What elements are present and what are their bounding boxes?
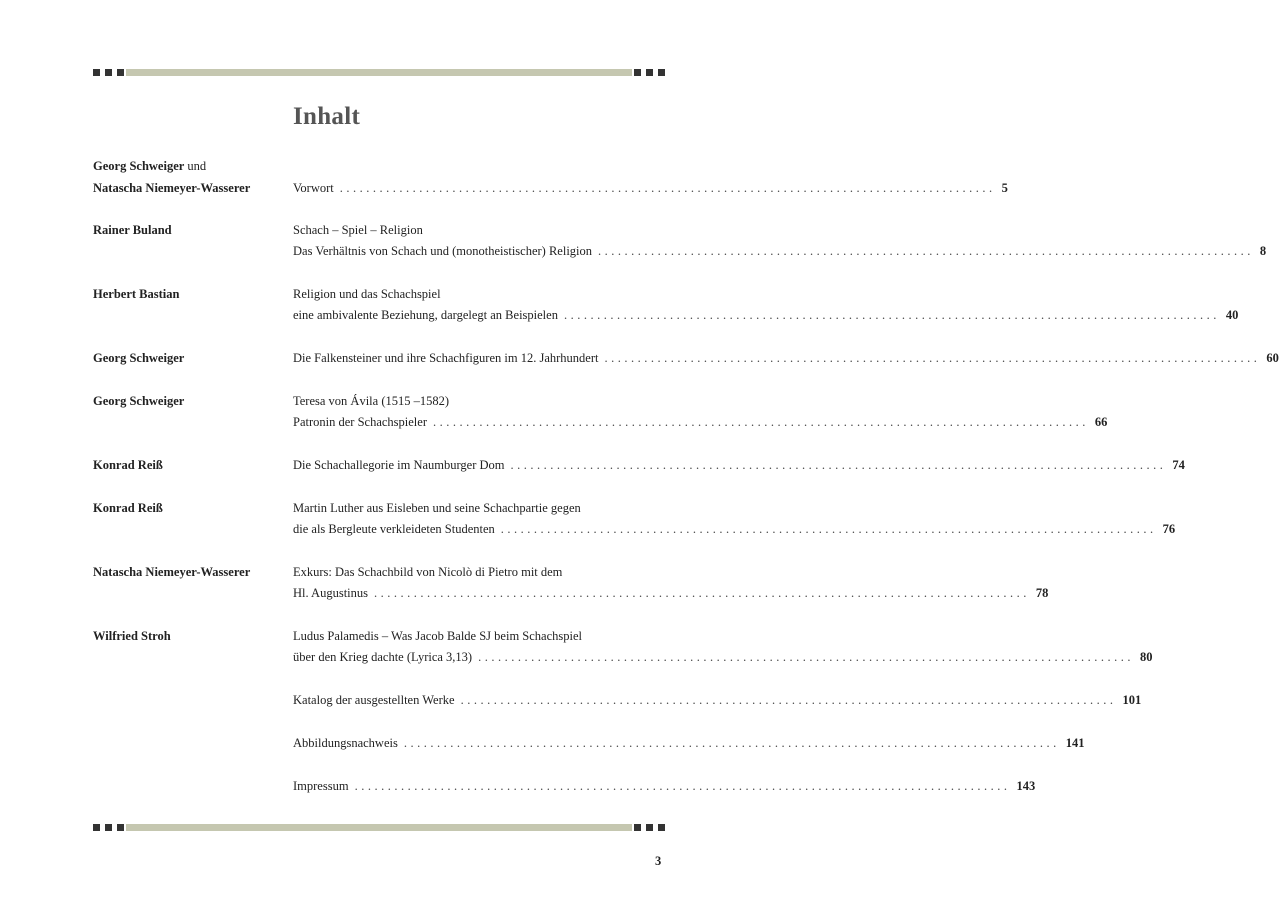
toc-entry-line[interactable] [293,286,664,302]
toc-entry-line[interactable] [293,393,664,409]
author-name: Georg Schweiger [93,351,185,365]
toc-entry-line[interactable] [293,500,664,516]
toc-entry-title: Teresa von Ávila (1515 –1582) [293,394,450,408]
rule-square [658,824,665,831]
toc-page-number: 141 [1065,736,1085,750]
author-name: Konrad Reiß [93,458,163,472]
dot-leader: ................................................................................................... [460,693,1117,707]
toc-entry-subtitle: über den Krieg dachte (Lyrica 3,13) [293,650,473,664]
toc-page-number: 66 [1094,415,1108,429]
toc-author [93,286,179,302]
toc-entry-title: Impressum [293,779,349,793]
toc-entry-line[interactable] [293,457,1185,473]
toc-author [93,564,250,580]
top-rule [93,69,665,77]
toc-entry-title: Vorwort [293,181,334,195]
rule-square [117,824,124,831]
author-name: Natascha Niemeyer-Wasserer [93,181,251,195]
toc-entry-line[interactable] [293,585,1049,601]
dot-leader: ................................................................................................... [478,650,1134,664]
toc-entry-line[interactable] [293,243,1267,259]
toc-entry-subtitle: eine ambivalente Beziehung, dargelegt an Beispielen [293,308,558,322]
rule-square [105,824,112,831]
rule-square [646,69,653,76]
bottom-rule [93,824,665,832]
toc-author [93,222,172,238]
toc-entry-line[interactable] [293,649,1153,665]
toc-entry-title: Die Falkensteiner und ihre Schachfiguren im 12. Jahrhundert [293,351,599,365]
toc-entry-line[interactable] [293,778,1036,794]
rule-square [93,69,100,76]
page-title: Inhalt [293,103,361,130]
toc-entry-line[interactable] [293,564,664,580]
author-name: Konrad Reiß [93,501,163,515]
dot-leader: ................................................................................................... [354,779,1011,793]
toc-page-number: 40 [1225,308,1239,322]
author-name: Wilfried Stroh [93,629,171,643]
rule-square [646,824,653,831]
toc-author [93,457,163,473]
dot-leader: ................................................................................................... [432,415,1089,429]
author-name: Georg Schweiger [93,159,185,173]
dot-leader: ................................................................................................... [563,308,1220,322]
dot-leader: ................................................................................................... [339,181,996,195]
rule-bar [126,824,632,831]
toc-author [93,350,184,366]
rule-square [634,824,641,831]
toc-entry-line[interactable] [293,692,1142,708]
toc-page-number: 76 [1162,522,1176,536]
toc-entry-subtitle: Patronin der Schachspieler [293,415,427,429]
toc-entry-line[interactable] [293,307,1239,323]
author-name: Natascha Niemeyer-Wasserer [93,565,251,579]
rule-square [634,69,641,76]
page-number: 3 [655,854,662,868]
toc-author [93,393,184,409]
dot-leader: ................................................................................................... [598,244,1254,258]
toc-entry-line[interactable] [293,180,1008,196]
toc-entry-title: Abbildungsnachweis [293,736,398,750]
toc-page-number: 5 [1001,181,1008,195]
toc-entry-title: Martin Luther aus Eisleben und seine Schachpartie gegen [293,501,581,515]
toc-page-number: 101 [1122,693,1142,707]
toc-page-number: 80 [1139,650,1153,664]
toc-entry-line[interactable] [293,414,1108,430]
toc-entry-line[interactable] [293,735,1085,751]
dot-leader: ................................................................................................... [604,351,1261,365]
rule-bar [126,69,632,76]
dot-leader: ................................................................................................... [374,586,1030,600]
toc-author [93,628,171,644]
toc-entry-line[interactable] [293,350,1279,366]
toc-page-number: 74 [1172,458,1185,472]
toc-page-number: 8 [1259,244,1267,258]
author-conjunction: und [187,159,207,173]
author-name: Herbert Bastian [93,287,180,301]
toc-entry-title: Die Schachallegorie im Naumburger Dom [293,458,505,472]
rule-square [93,824,100,831]
toc-author [93,500,163,516]
toc-page-number: 60 [1266,351,1279,365]
rule-square [105,69,112,76]
rule-square [117,69,124,76]
rule-square [658,69,665,76]
toc-entry-title: Religion und das Schachspiel [293,287,441,301]
toc-entry-line[interactable] [293,222,664,238]
toc-page-number: 143 [1016,779,1036,793]
dot-leader: ................................................................................................... [500,522,1157,536]
toc-author [93,158,206,174]
toc-entry-title: Schach – Spiel – Religion [293,223,423,237]
toc-entry-title: Exkurs: Das Schachbild von Nicolò di Pietro mit dem [293,565,563,579]
author-name: Georg Schweiger [93,394,185,408]
toc-author [93,180,250,196]
toc-entry-title: Katalog der ausgestellten Werke [293,693,455,707]
author-name: Rainer Buland [93,223,172,237]
toc-entry-line[interactable] [293,628,664,644]
toc-entry-subtitle: die als Bergleute verkleideten Studenten [293,522,495,536]
dot-leader: ................................................................................................... [403,736,1060,750]
toc-entry-title: Ludus Palamedis – Was Jacob Balde SJ beim Schachspiel [293,629,582,643]
toc-entry-line[interactable] [293,521,1176,537]
toc-entry-subtitle: Das Verhältnis von Schach und (monotheistischer) Religion [293,244,593,258]
toc-entry-subtitle: Hl. Augustinus [293,586,369,600]
toc-page-number: 78 [1035,586,1049,600]
dot-leader: ................................................................................................... [510,458,1167,472]
